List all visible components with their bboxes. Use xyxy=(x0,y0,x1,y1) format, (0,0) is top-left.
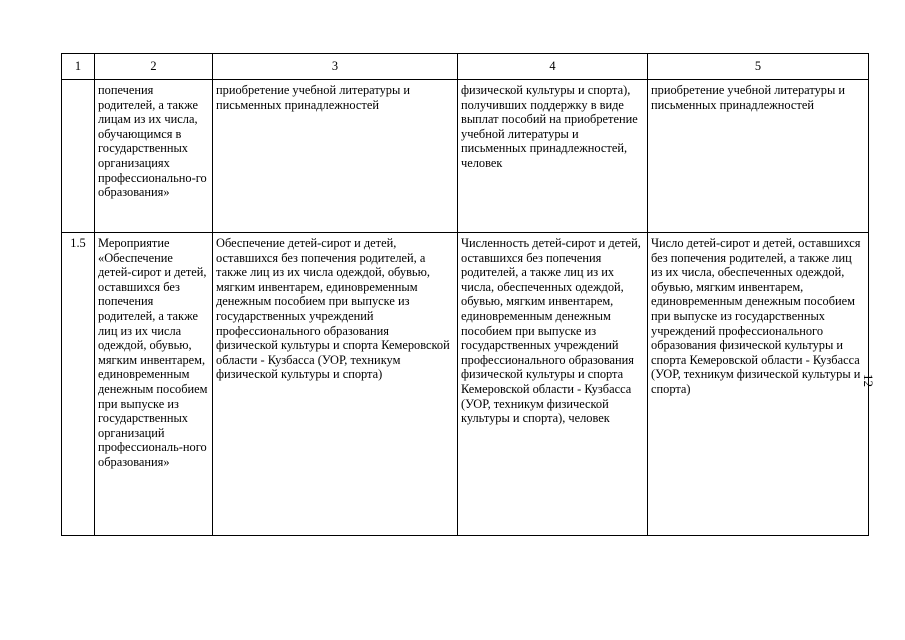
indicator-cell: Численность детей-сирот и детей, оставшихся без попечения родителей, а также лиц из их числа, обеспеченных одеждой, обувью, мягким инвентарем, единовременным денежным пособием при выпуске из государственных учреждений профессионального образования физической культуры и спорта Кемеровской области - Кузбасса (УОР, техникум физической культуры и спорта), человек xyxy=(458,233,648,536)
table-header-row xyxy=(62,54,869,80)
row-number-cell: 1.5 xyxy=(62,233,95,536)
event-name-cell: попечения родителей, а также лицам из их числа, обучающимся в государственных организациях профессионально-го образования» xyxy=(95,80,213,233)
row-number-cell xyxy=(62,80,95,233)
event-name-cell: Мероприятие «Обеспечение детей-сирот и детей, оставшихся без попечения родителей, а также лиц из их числа одеждой, обувью, мягким инвентарем, единовременным денежным пособием при выпуске из государственных организаций профессиональ-ного образования» xyxy=(95,233,213,536)
header-cell-3: 3 xyxy=(213,54,458,80)
table-row xyxy=(62,80,869,233)
indicator-cell: физической культуры и спорта), получивших поддержку в виде выплат пособий на приобретение учебной литературы и письменных принадлежностей, человек xyxy=(458,80,648,233)
header-cell-1: 1 xyxy=(62,54,95,80)
data-table xyxy=(61,53,869,536)
result-cell: Число детей-сирот и детей, оставшихся без попечения родителей, а также лиц из их числа, обеспеченных одеждой, обувью, мягким инвентарем, единовременным денежным пособием при выпуске из государственных учреждений профессионального образования физической культуры и спорта Кемеровской области - Кузбасса (УОР, техникум физической культуры и спорта) xyxy=(648,233,869,536)
result-cell: приобретение учебной литературы и письменных принадлежностей xyxy=(648,80,869,233)
page-number: 12 xyxy=(861,374,876,387)
task-cell: Обеспечение детей-сирот и детей, оставшихся без попечения родителей, а также лиц из их числа одеждой, обувью, мягким инвентарем, единовременным денежным пособием при выпуске из государственных учреждений профессионального образования физической культуры и спорта Кемеровской области - Кузбасса (УОР, техникум физической культуры и спорта) xyxy=(213,233,458,536)
table-row xyxy=(62,233,869,536)
task-cell: приобретение учебной литературы и письменных принадлежностей xyxy=(213,80,458,233)
header-cell-2: 2 xyxy=(95,54,213,80)
header-cell-4: 4 xyxy=(458,54,648,80)
header-cell-5: 5 xyxy=(648,54,869,80)
